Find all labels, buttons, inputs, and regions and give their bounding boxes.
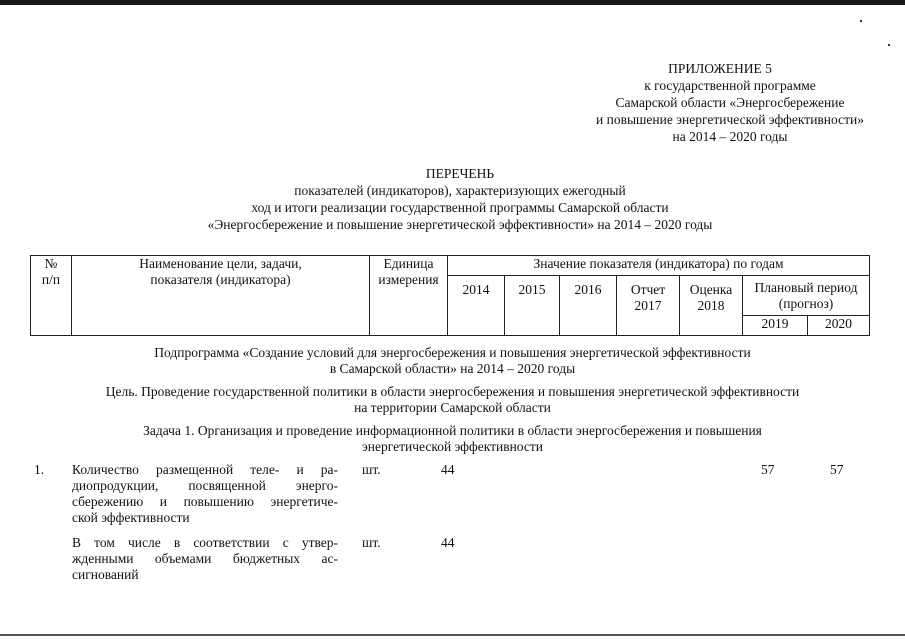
task-line: Задача 1. Организация и проведение информационной политики в области энергосбережения и повышения: [143, 423, 762, 438]
row-name-line: Количество размещенной теле- и ра-: [72, 462, 338, 477]
heading-line: «Энергосбережение и повышение энергетической эффективности» на 2014 – 2020 годы: [207, 217, 713, 232]
scan-speck: [888, 44, 890, 46]
header-report-line: Отчет: [630, 282, 666, 297]
header-year-2019: 2019: [743, 316, 808, 336]
header-name-line: Наименование цели, задачи,: [139, 256, 302, 271]
row-value-2020: 57: [830, 462, 844, 477]
top-scan-edge: [0, 0, 905, 5]
indicator-table-header: [30, 255, 870, 336]
row-unit: шт.: [362, 535, 381, 550]
header-year-2020: 2020: [808, 316, 870, 336]
appendix-line: к государственной программе: [644, 78, 816, 93]
appendix-line: на 2014 – 2020 годы: [672, 129, 788, 144]
appendix-title: ПРИЛОЖЕНИЕ 5: [668, 61, 772, 76]
subprogram-heading: [30, 345, 875, 377]
row-name-line: диопродукции, посвященной энерго-: [72, 478, 338, 493]
header-num-line: п/п: [41, 272, 61, 287]
header-plan-period: [743, 276, 870, 316]
header-year-2016: 2016: [560, 276, 617, 336]
heading-line: ход и итоги реализации государственной программы Самарской области: [251, 200, 669, 215]
header-name: [72, 256, 370, 336]
header-num-line: №: [44, 256, 58, 271]
row-indicator-name: [72, 462, 338, 526]
row-indicator-name: [72, 535, 338, 583]
goal-line: Цель. Проведение государственной политики в области энергосбережения и повышения энергетической эффективности: [105, 384, 800, 399]
goal-line: на территории Самарской области: [354, 400, 551, 415]
header-year-2014: 2014: [448, 276, 505, 336]
subprogram-line: в Самарской области» на 2014 – 2020 годы: [329, 361, 576, 376]
header-values-group: Значение показателя (индикатора) по годам: [448, 256, 870, 276]
header-unit: [370, 256, 448, 336]
bottom-scan-edge: [0, 634, 905, 636]
header-unit-line: Единица: [383, 256, 434, 271]
header-plan-line: Плановый период: [754, 280, 858, 295]
header-num: [31, 256, 72, 336]
header-estimate-line: Оценка: [689, 282, 733, 297]
header-plan-line: (прогноз): [778, 296, 834, 311]
row-value-2014: 44: [441, 462, 455, 477]
heading-line: показателей (индикаторов), характеризующих ежегодный: [294, 183, 626, 198]
row-value-2019: 57: [761, 462, 775, 477]
header-estimate-2018: [680, 276, 743, 336]
subprogram-line: Подпрограмма «Создание условий для энергосбережения и повышения энергетической эффективности: [154, 345, 751, 360]
appendix-block: [560, 60, 900, 145]
row-number: 1.: [34, 462, 45, 477]
header-unit-line: измерения: [378, 272, 439, 287]
task-heading: [30, 423, 875, 455]
row-name-line: сигнований: [72, 567, 139, 582]
row-name-line: В том числе в соответствии с утвер-: [72, 535, 338, 550]
header-report-line: 2017: [634, 298, 662, 313]
appendix-line: Самарской области «Энергосбережение: [615, 95, 845, 110]
row-value-2014: 44: [441, 535, 455, 550]
row-name-line: ской эффективности: [72, 510, 190, 525]
header-estimate-line: 2018: [697, 298, 725, 313]
row-unit: шт.: [362, 462, 381, 477]
task-line: энергетической эффективности: [362, 439, 543, 454]
row-name-line: жденными объемами бюджетных ас-: [72, 551, 338, 566]
header-year-2015: 2015: [505, 276, 560, 336]
row-name-line: сбережению и повышению энергетиче-: [72, 494, 338, 509]
document-heading: [150, 165, 770, 233]
header-name-line: показателя (индикатора): [150, 272, 291, 287]
scan-speck: [860, 20, 862, 22]
heading-title: ПЕРЕЧЕНЬ: [425, 166, 495, 181]
header-report-2017: [617, 276, 680, 336]
appendix-line: и повышение энергетической эффективности»: [596, 112, 864, 127]
goal-heading: [30, 384, 875, 416]
